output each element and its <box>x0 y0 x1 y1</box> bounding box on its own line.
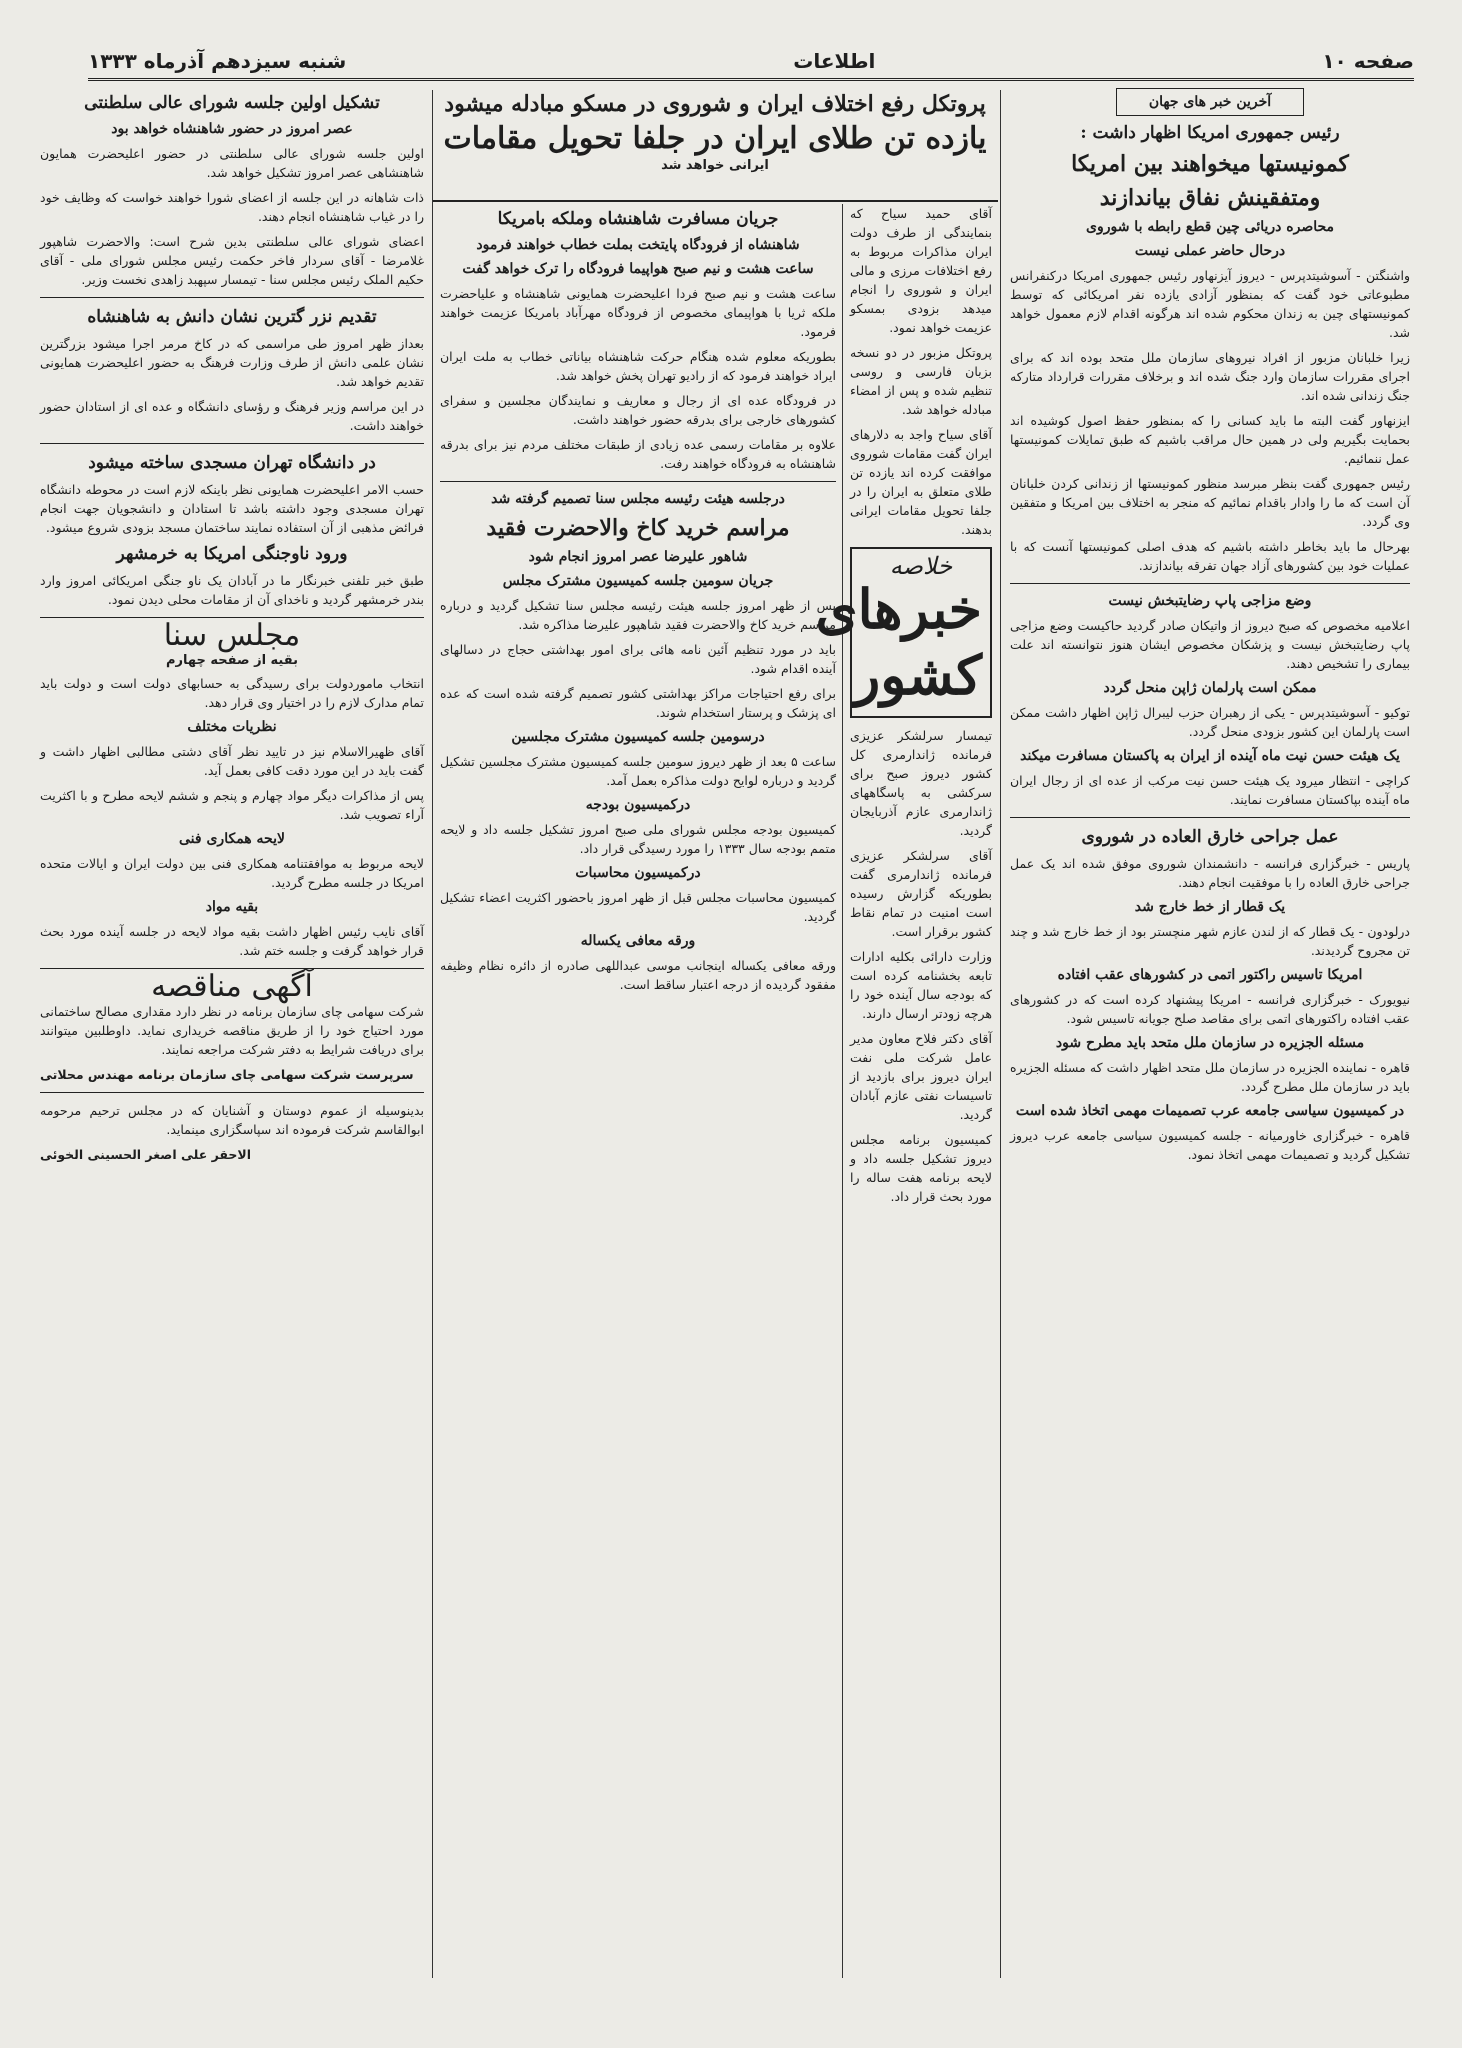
article-text: توکیو - آسوشیتدپرس - یکی از رهبران حزب لیبرال ژاپن اظهار داشت ممکن است پارلمان این کشور بزودی منحل گردد. <box>1010 705 1410 739</box>
domestic-news-box <box>815 547 992 718</box>
article-text: آقای سرلشکر عزیزی فرمانده ژاندارمری گفت بطوریکه گزارش رسیده است امنیت در تمام نقاط کشور برقرار است. <box>850 848 992 939</box>
article-text: آقای دکتر فلاح معاون مدیر عامل شرکت ملی نفت ایران دیروز برای بازدید از تاسیسات نفتی عازم آبادان گردید. <box>850 1031 992 1122</box>
article-headline: درکمیسیون محاسبات <box>575 865 701 881</box>
article-headline: در کمیسیون سیاسی جامعه عرب تصمیمات مهمی اتخاذ شده است <box>1015 1103 1405 1119</box>
article-headline: ورود ناوجنگی امریکا به خرمشهر <box>116 544 348 564</box>
article-text: کمیسیون بودجه مجلس شورای ملی صبح امروز تشکیل جلسه داد و لایحه متمم بودجه سال ۱۳۳۳ را مورد رسیدگی قرار داد. <box>440 822 836 856</box>
article-headline: در دانشگاه تهران مسجدی ساخته میشود <box>88 453 376 473</box>
article-text: طبق خبر تلفنی خبرنگار ما در آبادان یک ناو جنگی امریکائی امروز وارد بندر خرمشهر گردید و ناخدای آن از مقامات محلی دیدن نمود. <box>40 573 424 607</box>
article-text: قاهره - نماینده الجزیره در سازمان ملل متحد اظهار داشت که مسئله الجزیره باید در سازمان ملل مطرح گردد. <box>1010 1060 1410 1094</box>
article-headline: ومتفقینش نفاق بیاندازند <box>1099 185 1321 211</box>
domestic-column <box>815 204 992 1978</box>
summary-title: خبرهای کشور <box>815 577 982 707</box>
article-text: باید در مورد تنظیم آئین نامه هائی برای امور بهداشتی حجاج در دسالهای آینده اقدام شود. <box>440 642 836 676</box>
world-news-title: آخرین خبر های جهان <box>1148 94 1272 110</box>
divider <box>1010 583 1410 584</box>
article-text: تیمسار سرلشکر عزیزی فرمانده ژاندارمری کل کشور دیروز صبح برای سرکشی به پاسگاههای ژاندارمری عازم آذربایجان گردید. <box>850 728 992 838</box>
article-headline: مسئله الجزیره در سازمان ملل متحد باید مطرح شود <box>1055 1035 1365 1051</box>
left-column <box>40 88 424 1978</box>
article-text: ساعت هشت و نیم صبح فردا اعلیحضرت همایونی شاهنشاه و علیاحضرت ملکه ثریا با هواپیمای مخصوص از فرودگاه مهرآباد بامریکا عزیمت خواهند فرمود. <box>440 286 836 339</box>
article-subhead: نظریات مختلف <box>187 719 277 735</box>
article-headline: مراسم خرید کاخ والاحضرت فقید <box>486 515 790 541</box>
article-headline: شاهور علیرضا عصر امروز انجام شود <box>528 549 748 565</box>
article-text: آقای سیاح واجد به دلارهای ایران گفت مقامات شوروی موافقت کرده اند یازده تن طلای متعلق به ایران را در جلفا تحویل مقامات ایرانی بدهند. <box>850 427 992 537</box>
divider <box>40 297 424 298</box>
article-headline: وضع مزاجی پاپ رضایتبخش نیست <box>1108 593 1312 609</box>
article-text: لایحه مربوط به موافقتنامه همکاری فنی بین دولت ایران و ایالات متحده امریکا در جلسه مطرح گردید. <box>40 856 424 890</box>
article-text: برای رفع احتیاجات مراکز بهداشتی کشور تصمیم گرفته شده است که عده ای پزشک و پرستار استخدام شوند. <box>440 686 836 720</box>
article-text: اعضای شورای عالی سلطنتی بدین شرح است: والاحضرت شاهپور غلامرضا - آقای سردار فاخر حکمت رئیس مجلس شورای ملی - آقای حکیم الملک رئیس مجلس سنا - تیمسار سپهبد زاهدی نخست وزیر. <box>40 234 424 287</box>
article-headline: یک قطار از خط خارج شد <box>1134 899 1286 915</box>
headline-line2: یازده تن طلای ایران در جلفا تحویل مقامات <box>443 121 987 156</box>
advert-title: آگهی مناقصه <box>151 969 313 1004</box>
article-headline: یک هیئت حسن نیت ماه آینده از ایران به پاکستان مسافرت میکند <box>1020 748 1400 764</box>
article-text: رئیس جمهوری گفت بنظر مبرسد منظور کمونیستها از زندانی کردن خلبانان آن است که ما را وادار باقدام نمائیم که منجر به اختلاف بین امریکا و متفقین وی گردد. <box>1010 476 1410 529</box>
masthead <box>88 44 1414 81</box>
article-headline: جریان مسافرت شاهنشاه وملکه بامریکا <box>497 209 779 229</box>
article-headline: تقدیم نزر گترین نشان دانش به شاهنشاه <box>87 307 377 327</box>
article-subhead: جریان سومین جلسه کمیسیون مشترک مجلس <box>502 573 774 589</box>
column-rule <box>1000 90 1001 1978</box>
article-text: اعلامیه مخصوص که صبح دیروز از واتیکان صادر گردید حاکیست وضع مزاجی پاپ رضایتبخش نیست و پزشکان مخصوص ایشان هنوز نتوانسته اند علت بیماری را تشخیص دهند. <box>1010 618 1410 671</box>
advert-signature: سرپرست شرکت سهامی چای سازمان برنامه مهندس محلاتی <box>40 1067 414 1082</box>
article-text: در فرودگاه عده ای از رجال و معاریف و نمایندگان مجلسین و سفرای کشورهای خارجی برای بدرقه حضور خواهند داشت. <box>440 393 836 427</box>
article-text: درلودون - یک قطار که از لندن عازم شهر منچستر بود از خط خارج شد و چند تن مجروح گردیدند. <box>1010 924 1410 958</box>
article-text: واشنگتن - آسوشیتدپرس - دیروز آیزنهاور رئیس جمهوری امریکا درکنفرانس مطبوعاتی خود گفت که بمنظور آزادی یازده نفر امریکائی که توسط کمونیستهای چین به زندان محکوم شده اند هرگونه اقدام لازم معمول خواهد شد. <box>1010 268 1410 340</box>
world-news-box <box>1116 88 1304 116</box>
article-headline: درجلسه هیئت رئیسه مجلس سنا تصمیم گرفته شد <box>491 491 785 507</box>
article-headline: ممکن است پارلمان ژاپن منحل گردد <box>1103 680 1317 696</box>
issue-date: شنبه سیزدهم آذرماه ۱۳۳۳ <box>88 49 347 73</box>
article-subhead: محاصره دریائی چین قطع رابطه با شوروی <box>1085 219 1335 235</box>
article-headline: ورقه معافی یکساله <box>580 933 696 949</box>
section-subtitle: بقیه از صفحه چهارم <box>166 653 298 668</box>
article-text: آقای ظهیرالاسلام نیز در تایید نظر آقای دشتی مطالبی اظهار داشت و گفت باید در این مورد دقت کافی بعمل آید. <box>40 744 424 778</box>
article-subhead: لایحه همکاری فنی <box>179 831 285 847</box>
article-text: بعداز ظهر امروز طی مراسمی که در کاخ مرمر اجرا میشود بزرگترین نشان علمی دانش از طرف وزارت فرهنگ به حضور اعلیحضرت همایونی تقدیم خواهد شد. <box>40 336 424 389</box>
article-headline: رئیس جمهوری امریکا اظهار داشت : <box>1080 123 1340 143</box>
page-number: صفحه ۱۰ <box>1322 49 1414 73</box>
article-text: انتخاب ماموردولت برای رسیدگی به حسابهای دولت است و دولت باید تمام مدارک لازم را در اختیار وی قرار دهد. <box>40 676 424 710</box>
world-news-column <box>1010 88 1410 1978</box>
main-headline <box>432 88 998 202</box>
article-text: آقای حمید سیاح که بنمایندگی از طرف دولت ایران مذاکرات مربوط به رفع اختلافات مرزی و مالی ایران و شوروی را انجام میدهد بزودی بمسکو عزیمت خواهد نمود. <box>850 206 992 335</box>
article-text: آقای نایب رئیس اظهار داشت بقیه مواد لایحه در جلسه آینده مورد بحث قرار خواهد گرفت و جلسه ختم شد. <box>40 924 424 958</box>
article-subhead: عصر امروز در حضور شاهنشاه خواهد بود <box>111 121 353 137</box>
article-subhead: ساعت هشت و نیم صبح هواپیما فرودگاه را ترک خواهد گفت <box>462 261 814 277</box>
article-text: کمیسیون محاسبات مجلس قبل از ظهر امروز باحضور اکثریت اعضاء تشکیل گردید. <box>440 890 836 924</box>
article-subhead: بقیه مواد <box>205 899 259 915</box>
article-text: در این مراسم وزیر فرهنگ و رؤسای دانشگاه و عده ای از استادان حضور خواهند داشت. <box>40 399 424 433</box>
headline-line3: ایرانی خواهد شد <box>661 158 769 173</box>
article-headline: درکمیسیون بودجه <box>585 797 691 813</box>
article-headline: امریکا تاسیس راکتور اتمی در کشورهای عقب افتاده <box>1057 967 1363 983</box>
article-text: پس از مذاکرات دیگر مواد چهارم و پنجم و ششم لایحه مطرح و با اکثریت آراء تصویب شد. <box>40 788 424 822</box>
section-title: مجلس سنا <box>163 618 301 653</box>
headline-line1: پروتکل رفع اختلاف ایران و شوروی در مسکو مبادله میشود <box>444 91 986 117</box>
article-text: زیرا خلبانان مزبور از افراد نیروهای سازمان ملل متحد بوده اند که برای اجرای مقررات سازمان وارد جنگ شده اند و برخلاف مقررات قرارداد متارکه جنگ زندانی شده اند. <box>1010 350 1410 403</box>
divider <box>440 481 836 482</box>
divider <box>40 1092 424 1093</box>
article-text: پاریس - خبرگزاری فرانسه - دانشمندان شوروی موفق شده اند یک عمل جراحی خارق العاده را با موفقیت انجام دهند. <box>1010 856 1410 890</box>
article-text: اولین جلسه شورای عالی سلطنتی در حضور اعلیحضرت همایون شاهنشاهی عصر امروز تشکیل خواهد شد. <box>40 146 424 180</box>
center-column <box>440 204 836 1978</box>
article-text: علاوه بر مقامات رسمی عده زیادی از طبقات مختلف مردم نیز برای بدرقه شاهنشاه به فرودگاه خواهند رفت. <box>440 437 836 471</box>
article-subhead: شاهنشاه از فرودگاه پایتخت بملت خطاب خواهند فرمود <box>476 237 800 253</box>
article-text: ذات شاهانه در این جلسه از اعضای شورا خواهند خواست که وظایف خود را در غیاب شاهنشاه انجام دهند. <box>40 190 424 224</box>
article-text: نیویورک - خبرگزاری فرانسه - امریکا پیشنهاد کرده است که در کشورهای عقب افتاده راکتورهای اتمی برای مقاصد صلح جویانه تاسیس شود. <box>1010 992 1410 1026</box>
article-text: قاهره - خبرگزاری خاورمیانه - جلسه کمیسیون سیاسی جامعه عرب دیروز تشکیل گردید و تصمیمات مهمی اتخاذ نمود. <box>1010 1128 1410 1162</box>
divider <box>40 443 424 444</box>
divider <box>1010 817 1410 818</box>
article-text: بهرحال ما باید بخاطر داشته باشیم که هدف اصلی کمونیستها آنست که با عملیات خود بین کشورهای آزاد جهان تفرقه بیاندازند. <box>1010 539 1410 573</box>
notice-text: بدینوسیله از عموم دوستان و آشنایان که در مجلس ترحیم مرحومه ابوالقاسم شرکت فرموده اند سپاسگزاری مینماید. <box>40 1103 424 1137</box>
article-text: ورقه معافی یکساله اینجانب موسی عبداللهی صادره از دائره نظام وظیفه مفقود گردیده از درجه اعتبار ساقط است. <box>440 958 836 992</box>
article-headline: کمونیستها میخواهند بین امریکا <box>1071 151 1349 177</box>
article-headline: تشکیل اولین جلسه شورای عالی سلطنتی <box>84 93 380 113</box>
article-text: ایزنهاور گفت البته ما باید کسانی را که بمنظور حفظ اصول کوشیده اند بحمایت بگیریم ولی در همین حال مراقب باشیم که طبق تمایلات کمونیستها عمل ننمائیم. <box>1010 413 1410 466</box>
column-rule <box>432 90 433 1978</box>
article-text: کمیسیون برنامه مجلس دیروز تشکیل جلسه داد و لایحه برنامه هفت ساله را مورد بحث قرار داد. <box>850 1132 992 1204</box>
paper-name: اطلاعات <box>793 49 876 73</box>
article-headline: عمل جراحی خارق العاده در شوروی <box>1081 827 1339 847</box>
article-text: پس از ظهر امروز جلسه هیئت رئیسه مجلس سنا تشکیل گردید و درباره مراسم خرید کاخ والاحضرت فقید شاهپور علیرضا مذاکره شد. <box>440 598 836 632</box>
article-text: کراچی - انتظار میرود یک هیئت حسن نیت مرکب از عده ای از رجال ایران ماه آینده بپاکستان مسافرت نمایند. <box>1010 773 1410 807</box>
article-text: بطوریکه معلوم شده هنگام حرکت شاهنشاه بیاناتی خطاب به ملت ایران ایراد خواهند فرمود که از رادیو تهران پخش خواهد شد. <box>440 349 836 383</box>
article-text: حسب الامر اعلیحضرت همایونی نظر باینکه لازم است در محوطه دانشگاه تهران مسجدی وجود داشته باشد تا استادان و دانشجویان جهت انجام فرائض مذهبی از آن استفاده نمایند ساختمان مسجد بزودی شروع میشود. <box>40 482 424 535</box>
notice-signature: الاحقر علی اصغر الحسینی الخوئی <box>40 1147 251 1162</box>
advert-text: شرکت سهامی چای سازمان برنامه در نظر دارد مقداری مصالح ساختمانی مورد احتیاج خود را از طریق مناقصه خریداری نماید. داوطلبین میتوانند برای دریافت شرایط به دفتر شرکت مراجعه نمایند. <box>40 1004 424 1057</box>
column-rule <box>842 204 843 1978</box>
article-subhead: درحال حاضر عملی نیست <box>1134 243 1286 259</box>
summary-label: خلاصه <box>889 552 953 580</box>
article-text: پروتکل مزبور در دو نسخه بزبان فارسی و روسی تنظیم شده و پس از امضاء مبادله خواهد شد. <box>850 345 992 417</box>
article-text: وزارت دارائی بکلیه ادارات تابعه بخشنامه کرده است که بودجه سال آینده خود را هرچه زودتر ارسال دارند. <box>850 949 992 1021</box>
article-text: ساعت ۵ بعد از ظهر دیروز سومین جلسه کمیسیون مشترک مجلسین تشکیل گردید و درباره لوایح دولت مذاکره بعمل آمد. <box>440 754 836 788</box>
article-headline: درسومین جلسه کمیسیون مشترک مجلسین <box>511 729 765 745</box>
